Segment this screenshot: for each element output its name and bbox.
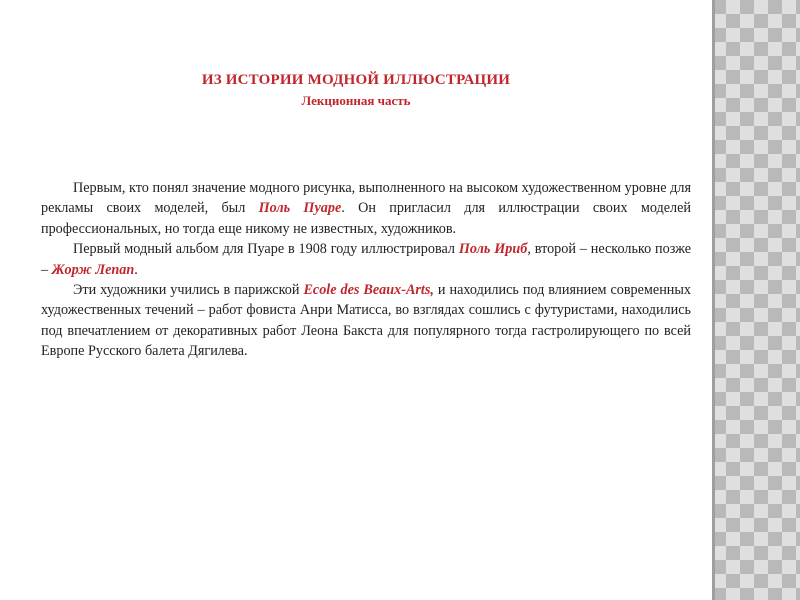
decorative-pattern-strip	[712, 0, 800, 600]
paragraph-text: и находились под влиянием современных художественных течений – работ фовиста Анри Матисса, во взглядах сошлись с футуристами, находились под впечатлением от декоративных работ Леона Бакста для популярного тогда гастролирующего по всей Европе Русского балета Дягилева.	[41, 282, 692, 360]
name-highlight: Поль Ириб	[458, 241, 528, 258]
slide-subtitle: Лекционная часть	[301, 93, 411, 108]
paragraph-text: . Он пригласил для иллюстрации своих моделей профессиональных, но тогда еще никому не известных, художников.	[41, 200, 691, 237]
paragraph-text: Первым, кто понял значение модного рисунка, выполненного на высоком художественном уровне для рекламы своих моделей, был	[41, 180, 691, 217]
paragraph-text: Эти художники учились в парижской	[73, 282, 304, 299]
slide-header	[0, 72, 712, 109]
name-highlight: Поль Пуаре	[258, 200, 342, 217]
decorative-strip-edge	[712, 0, 715, 600]
paragraph-2	[41, 239, 691, 280]
paragraph-text: .	[134, 261, 138, 278]
paragraph-1	[41, 178, 691, 239]
paragraph-text: , второй – несколько позже –	[41, 241, 691, 278]
paragraph-3	[41, 280, 691, 362]
school-highlight: Ecole des Beaux-Arts,	[303, 282, 434, 299]
slide-title: ИЗ ИСТОРИИ МОДНОЙ ИЛЛЮСТРАЦИИ	[201, 72, 511, 88]
name-highlight: Жорж Лепап	[51, 261, 135, 278]
paragraph-text: Первый модный альбом для Пуаре в 1908 году иллюстрировал	[73, 241, 459, 258]
slide-body	[41, 178, 691, 362]
